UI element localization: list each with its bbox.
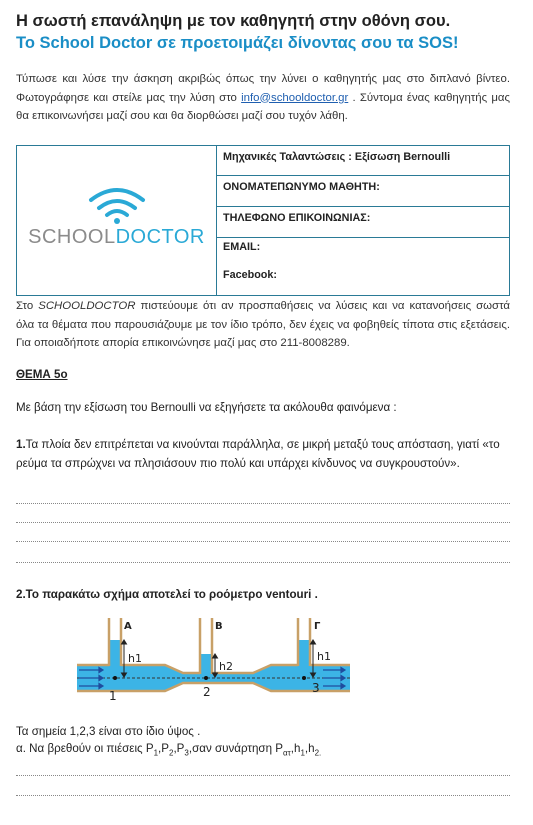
page-title: Η σωστή επανάληψη με τον καθηγητή στην οθόνη σου. — [16, 12, 451, 30]
height-label: h1 — [317, 650, 331, 663]
facebook-field[interactable]: Facebook: — [223, 269, 277, 281]
tube-label: Α — [124, 621, 132, 632]
tube-a-water — [110, 640, 120, 666]
height-label: h2 — [219, 660, 233, 673]
contact-cell[interactable] — [217, 238, 510, 296]
point-2 — [204, 676, 208, 680]
page-subtitle: Το School Doctor σε προετοιμάζει δίνοντας σου τα SOS! — [16, 34, 459, 52]
answer-line[interactable] — [16, 541, 510, 542]
answer-line[interactable] — [16, 522, 510, 523]
point-label: 1 — [109, 689, 117, 702]
point-3 — [302, 676, 306, 680]
email-field[interactable]: EMAIL: — [223, 241, 261, 253]
part-a-question: α. Να βρεθούν οι πιέσεις $P_1,P_2,P_3,\sigma\alpha\nu$ συνάρτηση $P_{\alpha\tau},h_1,h_{2.}$ — [16, 742, 322, 758]
student-info-table — [16, 145, 510, 296]
height-label: h1 — [128, 652, 142, 665]
logo-cell — [17, 146, 217, 296]
wifi-icon — [87, 186, 147, 224]
exercise-instruction: Με βάση την εξίσωση του Bernoulli να εξηγήσετε τα ακόλουθα φαινόμενα : — [16, 401, 397, 414]
tube-c-water — [299, 640, 309, 666]
about-paragraph: Στο SCHOOLDOCTOR πιστεύουμε ότι αν προσπαθήσεις να λύσεις και να κατανοήσεις σωστά όλα τα θέματα που παρουσιάζουμε με τον ίδιο τρόπο, δεν έχεις να φοβηθείς τίποτα στις εξετάσεις. Για οποιαδήποτε απορία επικοινώνησε μαζί μας στο 211-8008289. — [16, 300, 511, 349]
tube-label: Β — [215, 621, 223, 632]
tube-b-water — [201, 654, 211, 674]
point-1 — [113, 676, 117, 680]
schooldoctor-logo: SCHOOLDOCTOR — [17, 186, 216, 249]
intro-paragraph: Τύπωσε και λύσε την άσκηση ακριβώς όπως την λύνει ο καθηγητής μας στο διπλανό βίντεο. Φωτογράφησε και στείλε μας την λύση στο info@schooldoctor.gr . Σύντομα ένας καθηγητής μας θα επικοινωνήσει μαζί σου και θα διορθώσει μαζί σου τυχόν λάθη. — [16, 73, 510, 122]
answer-line[interactable] — [16, 795, 510, 796]
email-link[interactable]: info@schooldoctor.gr — [241, 91, 349, 104]
tube-label: Γ — [314, 621, 321, 632]
point-label: 3 — [312, 681, 320, 695]
student-name-field[interactable]: ΟΝΟΜΑΤΕΠΩΝΥΜΟ ΜΑΘΗΤΗ: — [217, 176, 510, 207]
question-2: 2.Το παρακάτω σχήμα αποτελεί το ροόμετρο ventouri . — [16, 588, 318, 601]
exercise-heading: ΘΕΜΑ 5ο — [16, 368, 68, 381]
point-label: 2 — [203, 685, 211, 699]
phone-field[interactable]: ΤΗΛΕΦΩΝΟ ΕΠΙΚΟΙΝΩΝΙΑΣ: — [217, 207, 510, 238]
venturi-meter-diagram — [75, 612, 365, 702]
answer-line[interactable] — [16, 562, 510, 563]
question-1: 1.Τα πλοία δεν επιτρέπεται να κινούνται παράλληλα, σε μικρή μεταξύ τους απόσταση, γιατί «το ρεύμα τα σπρώχνει να πλησιάσουν πιο πολύ και υπάρχει κίνδυνος να συγκρουστούν». — [16, 438, 500, 470]
same-height-statement: Τα σημεία 1,2,3 είναι στο ίδιο ύψος . — [16, 725, 201, 738]
answer-line[interactable] — [16, 503, 510, 504]
topic-cell: Μηχανικές Ταλαντώσεις : Εξίσωση Bernoulli — [217, 146, 510, 176]
answer-line[interactable] — [16, 775, 510, 776]
